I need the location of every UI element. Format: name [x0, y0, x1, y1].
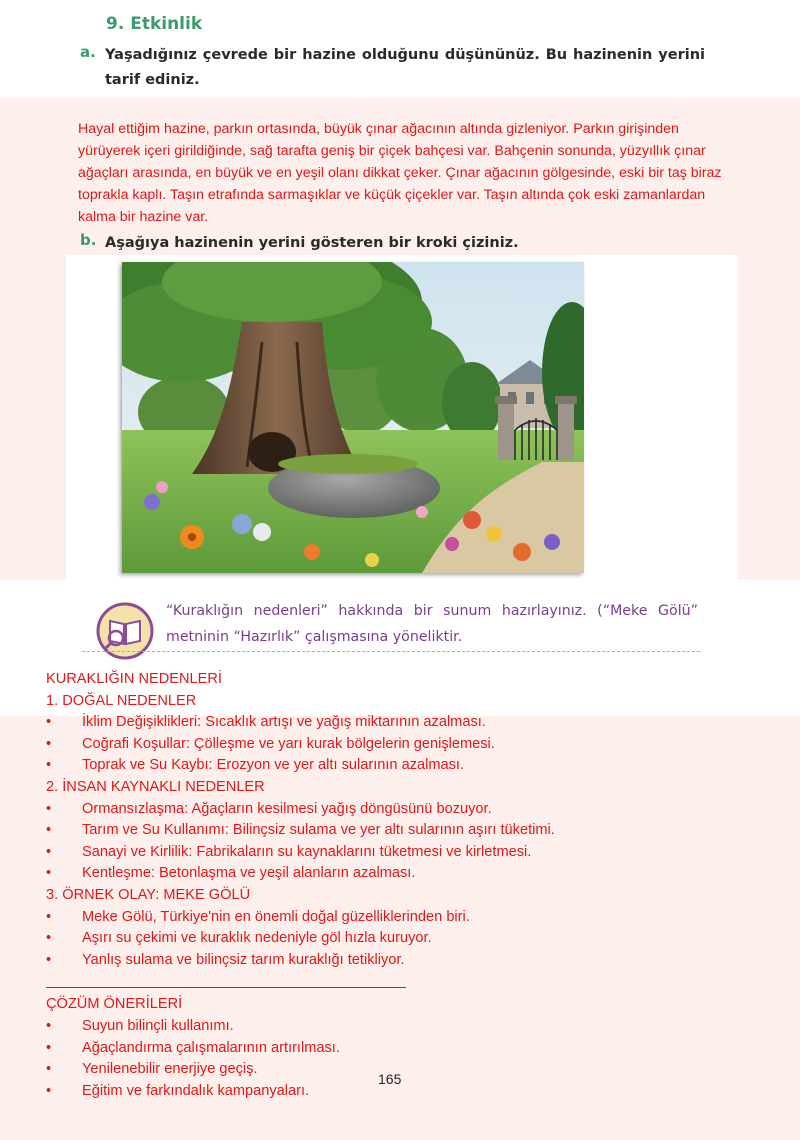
bullet: •: [46, 1039, 52, 1056]
list-item: [46, 863, 686, 885]
answer-a-text: Hayal ettiğim hazine, parkın ortasında, büyük çınar ağacının altında gizleniyor. Parkın girişinden yürüyerek içeri girildiğinde, sağ tarafta geniş bir çiçek bahçesi var. Bahçenin sonunda, yüzyıllık çınar ağaçları arasında, en büyük ve en yeşil olanı dikkat çeker. Çınar ağacının gölgesinde, eski bir taş biraz toprakla kaplı. Taşın etrafında sarmaşıklar ve küçük çiçekler var. Taşın altında çok eski zamanlardan kalma bir hazine var.: [78, 121, 722, 225]
question-a-letter: a.: [80, 43, 96, 61]
bullet: •: [46, 908, 52, 925]
list-item-text: KURAKLIĞIN NEDENLERİ: [46, 671, 222, 687]
activity-title: 9. Etkinlik: [106, 14, 203, 34]
section-heading: [46, 669, 686, 691]
page-number: 165: [378, 1071, 402, 1087]
section-heading: [46, 994, 686, 1016]
question-b-letter: b.: [80, 231, 97, 249]
list-item: [46, 950, 686, 972]
list-item-text: 3. ÖRNEK OLAY: MEKE GÖLÜ: [46, 886, 251, 903]
list-item-text: Suyun bilinçli kullanımı.: [82, 1017, 234, 1034]
bullet: •: [46, 1082, 52, 1099]
section-heading: [46, 777, 686, 799]
bullet: •: [46, 930, 52, 947]
list-item-text: Toprak ve Su Kaybı: Erozyon ve yer altı sularının azalması.: [82, 757, 465, 774]
list-item: [46, 928, 686, 950]
bullet: •: [46, 822, 52, 839]
list-item-text: Tarım ve Su Kullanımı: Bilinçsiz sulama ve yer altı sularının aşırı tüketimi.: [82, 822, 555, 839]
list-item: [46, 712, 686, 734]
list-item-text: Ağaçlandırma çalışmalarının artırılması.: [82, 1039, 340, 1056]
presentation-outline: [46, 669, 686, 1102]
bullet: •: [46, 865, 52, 882]
list-item: [46, 1081, 686, 1103]
bullet: •: [46, 951, 52, 968]
list-item-text: Eğitim ve farkındalık kampanyaları.: [82, 1082, 310, 1099]
section-heading: [46, 691, 686, 713]
treasure-park-illustration: [122, 262, 584, 573]
list-item: [46, 799, 686, 821]
list-item: [46, 755, 686, 777]
list-item-text: Sanayi ve Kirlilik: Fabrikaların su kaynaklarını tüketmesi ve kirletmesi.: [82, 843, 532, 860]
list-item: [46, 820, 686, 842]
bullet: •: [46, 735, 52, 752]
list-item: [46, 734, 686, 756]
list-item-text: Ormansızlaşma: Ağaçların kesilmesi yağış döngüsünü bozuyor.: [82, 800, 492, 817]
list-item: [46, 1059, 686, 1081]
list-item-text: Aşırı su çekimi ve kuraklık nedeniyle göl hızla kuruyor.: [82, 930, 432, 947]
list-item-text: 2. İNSAN KAYNAKLI NEDENLER: [46, 778, 265, 795]
bullet: •: [46, 1061, 52, 1078]
presentation-instruction: “Kuraklığın nedenleri” hakkında bir sunum hazırlayınız. (“Meke Gölü” metninin “Hazırlık” çalışmasına yöneliktir.: [166, 603, 698, 645]
question-b-text: Aşağıya hazinenin yerini gösteren bir kroki çiziniz.: [105, 235, 519, 251]
bullet: •: [46, 800, 52, 817]
list-item-text: ÇÖZÜM ÖNERİLERİ: [46, 996, 183, 1013]
list-item: [46, 1016, 686, 1038]
list-item: [46, 1038, 686, 1060]
list-item-text: Yenilenebilir enerjiye geçiş.: [82, 1061, 258, 1078]
bullet: •: [46, 1017, 52, 1034]
list-item-text: Yanlış sulama ve bilinçsiz tarım kuraklığı tetikliyor.: [82, 951, 405, 968]
bullet: •: [46, 714, 52, 731]
list-item-text: Coğrafi Koşullar: Çölleşme ve yarı kurak bölgelerin genişlemesi.: [82, 735, 495, 752]
section-heading: [46, 885, 686, 907]
list-item: [46, 842, 686, 864]
bullet: •: [46, 757, 52, 774]
question-a-text: Yaşadığınız çevrede bir hazine olduğunu düşününüz. Bu hazinenin yerini tarif ediniz.: [105, 47, 705, 88]
list-item-text: Meke Gölü, Türkiye'nin en önemli doğal güzelliklerinden biri.: [82, 908, 470, 925]
bullet: •: [46, 843, 52, 860]
list-item-text: Kentleşme: Betonlaşma ve yeşil alanların azalması.: [82, 865, 416, 882]
list-item: [46, 907, 686, 929]
section-rule: [46, 987, 406, 988]
list-item-text: 1. DOĞAL NEDENLER: [46, 692, 197, 709]
dashed-divider: [82, 651, 700, 652]
list-item-text: İklim Değişiklikleri: Sıcaklık artışı ve yağış miktarının azalması.: [82, 714, 486, 731]
